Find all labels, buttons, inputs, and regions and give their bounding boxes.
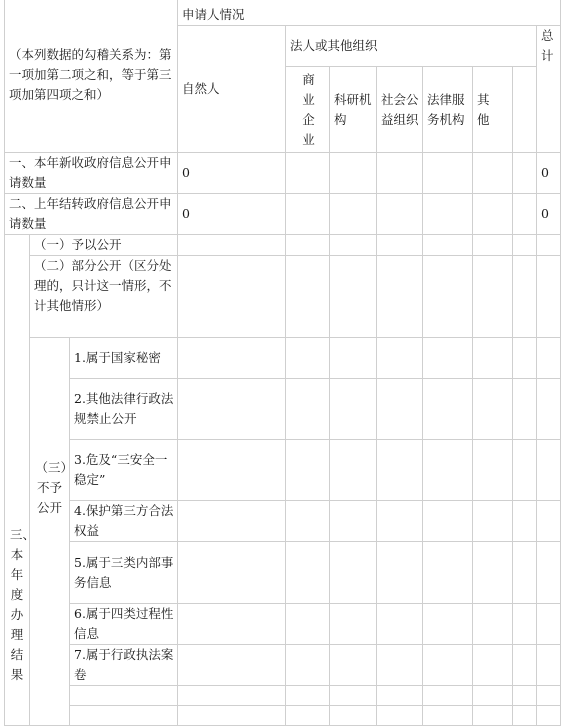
empty-cell <box>330 338 377 379</box>
empty-cell <box>423 645 473 686</box>
empty-cell <box>330 706 377 726</box>
item-1: 1.属于国家秘密 <box>70 338 178 379</box>
empty-cell <box>537 542 561 604</box>
empty-cell <box>423 706 473 726</box>
empty-cell <box>537 501 561 542</box>
empty-cell <box>537 645 561 686</box>
empty-cell <box>286 501 330 542</box>
item-2: 2.其他法律行政法规禁止公开 <box>70 379 178 440</box>
row2-natural-value: 0 <box>178 194 286 235</box>
empty-cell <box>423 338 473 379</box>
section3-label: 三、本年度办理结果 <box>10 527 36 682</box>
empty-cell <box>178 440 286 501</box>
extra-header-cell <box>513 67 537 153</box>
empty-cell <box>377 706 423 726</box>
legal-or-other-header: 法人或其他组织 <box>286 26 537 67</box>
empty-cell <box>330 542 377 604</box>
empty-cell <box>330 604 377 645</box>
item-6: 6.属于四类过程性信息 <box>70 604 178 645</box>
empty-cell <box>286 338 330 379</box>
empty-cell <box>473 501 513 542</box>
empty-cell <box>473 440 513 501</box>
empty-cell <box>473 604 513 645</box>
row2-cell <box>330 194 377 235</box>
commercial-header <box>286 67 330 153</box>
empty-cell <box>513 440 537 501</box>
empty-cell <box>377 235 423 256</box>
empty-cell <box>473 379 513 440</box>
empty-cell <box>537 256 561 338</box>
empty-cell <box>513 542 537 604</box>
empty-cell <box>377 542 423 604</box>
applicant-situation-header: 申请人情况 <box>178 0 561 26</box>
empty-cell <box>178 706 286 726</box>
row2-cell <box>377 194 423 235</box>
empty-cell <box>178 501 286 542</box>
row1-cell <box>473 153 513 194</box>
sub3-label-cell <box>30 338 74 726</box>
empty-cell <box>473 706 513 726</box>
empty-cell <box>423 379 473 440</box>
empty-cell <box>178 686 286 706</box>
row1-total-value: 0 <box>537 153 561 194</box>
empty-cell <box>377 256 423 338</box>
empty-cell <box>178 645 286 686</box>
empty-cell <box>423 686 473 706</box>
empty-cell <box>537 604 561 645</box>
empty-cell <box>537 686 561 706</box>
empty-cell <box>178 604 286 645</box>
sub2-label: （二）部分公开（区分处理的，只计这一情形，不计其他情形） <box>30 256 178 338</box>
row2-total-value: 0 <box>537 194 561 235</box>
empty-cell <box>377 379 423 440</box>
commercial-header-text: 商业企业 <box>302 71 315 147</box>
section3-label-cell <box>5 235 36 726</box>
row1-cell <box>377 153 423 194</box>
empty-cell <box>330 440 377 501</box>
row2-cell <box>286 194 330 235</box>
row1-cell <box>423 153 473 194</box>
research-header: 科研机构 <box>330 67 377 153</box>
row1-label: 一、本年新收政府信息公开申请数量 <box>5 153 178 194</box>
row2-cell <box>423 194 473 235</box>
total-header-text: 总计 <box>541 28 554 63</box>
empty-cell <box>286 706 330 726</box>
social-welfare-header: 社会公益组织 <box>377 67 423 153</box>
row2-cell <box>473 194 513 235</box>
empty-cell <box>537 235 561 256</box>
empty-cell <box>513 501 537 542</box>
empty-cell <box>473 338 513 379</box>
row2-label: 二、上年结转政府信息公开申请数量 <box>5 194 178 235</box>
empty-cell <box>178 256 286 338</box>
item-7: 7.属于行政执法案卷 <box>70 645 178 686</box>
sub3-label: （三）不予公开 <box>35 460 74 515</box>
empty-cell <box>423 501 473 542</box>
sub1-label: （一）予以公开 <box>30 235 178 256</box>
empty-cell <box>537 379 561 440</box>
empty-cell <box>513 645 537 686</box>
other-header-text: 其他 <box>477 91 490 127</box>
empty-cell <box>286 686 330 706</box>
other-header <box>473 67 513 153</box>
item-4: 4.保护第三方合法权益 <box>70 501 178 542</box>
statistics-table <box>4 0 561 726</box>
empty-cell <box>423 256 473 338</box>
empty-cell <box>377 501 423 542</box>
row1-cell <box>330 153 377 194</box>
note-cell: （本列数据的勾稽关系为：第一项加第二项之和，等于第三项加第四项之和） <box>5 0 178 153</box>
row1-cell <box>513 153 537 194</box>
empty-cell <box>377 338 423 379</box>
total-header <box>537 26 561 153</box>
empty-cell <box>286 645 330 686</box>
empty-cell <box>537 440 561 501</box>
empty-cell <box>286 542 330 604</box>
empty-cell <box>330 235 377 256</box>
empty-cell <box>473 645 513 686</box>
empty-cell <box>330 256 377 338</box>
empty-cell <box>377 645 423 686</box>
empty-cell <box>423 604 473 645</box>
empty-cell <box>537 706 561 726</box>
empty-cell <box>423 542 473 604</box>
empty-cell <box>473 256 513 338</box>
legal-service-header: 法律服务机构 <box>423 67 473 153</box>
empty-cell <box>70 686 178 706</box>
empty-cell <box>513 706 537 726</box>
empty-cell <box>178 379 286 440</box>
empty-cell <box>286 235 330 256</box>
item-5: 5.属于三类内部事务信息 <box>70 542 178 604</box>
empty-cell <box>423 235 473 256</box>
empty-cell <box>513 338 537 379</box>
empty-cell <box>513 235 537 256</box>
empty-cell <box>330 501 377 542</box>
empty-cell <box>377 440 423 501</box>
empty-cell <box>330 686 377 706</box>
empty-cell <box>513 604 537 645</box>
empty-cell <box>473 235 513 256</box>
empty-cell <box>377 686 423 706</box>
empty-cell <box>286 256 330 338</box>
empty-cell <box>286 604 330 645</box>
empty-cell <box>513 686 537 706</box>
item-3: 3.危及“三安全一稳定” <box>70 440 178 501</box>
empty-cell <box>473 542 513 604</box>
empty-cell <box>178 542 286 604</box>
empty-cell <box>423 440 473 501</box>
empty-cell <box>537 338 561 379</box>
empty-cell <box>70 706 178 726</box>
empty-cell <box>513 256 537 338</box>
empty-cell <box>178 235 286 256</box>
empty-cell <box>377 604 423 645</box>
empty-cell <box>178 338 286 379</box>
empty-cell <box>513 379 537 440</box>
empty-cell <box>330 379 377 440</box>
row2-cell <box>513 194 537 235</box>
row1-cell <box>286 153 330 194</box>
empty-cell <box>473 686 513 706</box>
row1-natural-value: 0 <box>178 153 286 194</box>
empty-cell <box>286 379 330 440</box>
natural-person-header: 自然人 <box>178 26 286 153</box>
empty-cell <box>286 440 330 501</box>
empty-cell <box>330 645 377 686</box>
